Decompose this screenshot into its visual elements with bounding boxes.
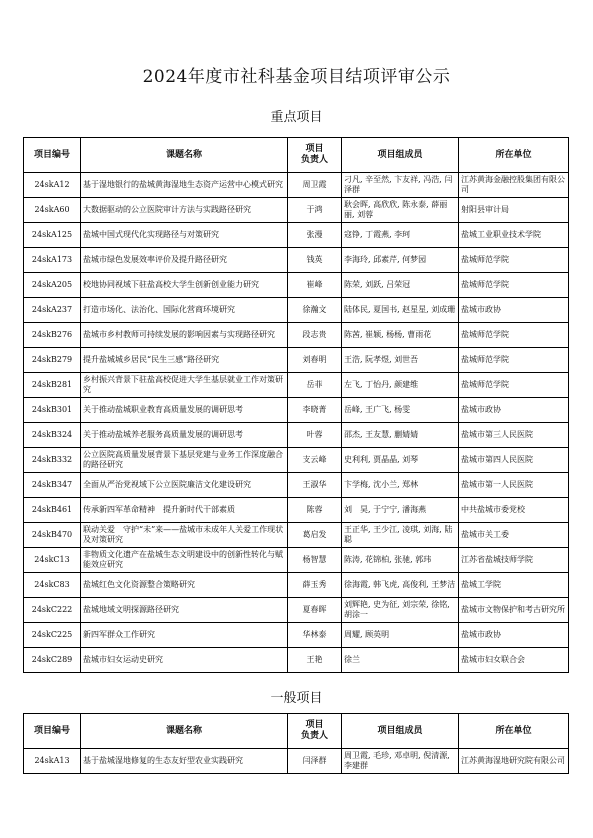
cell-id: 24skA205 — [24, 273, 81, 298]
table-row — [24, 298, 569, 323]
cell-leader: 岳菲 — [288, 373, 342, 398]
cell-id: 24skB276 — [24, 323, 81, 348]
cell-title: 关于推动盐城职业教育高质量发展的调研思考 — [81, 398, 288, 423]
cell-members: 岳峰, 王广飞, 杨雯 — [342, 398, 459, 423]
cell-unit: 盐城师范学院 — [459, 348, 569, 373]
cell-leader: 华林泰 — [288, 623, 342, 648]
table-row — [24, 223, 569, 248]
table-row — [24, 273, 569, 298]
cell-id: 24skB470 — [24, 523, 81, 548]
table-row — [24, 648, 569, 673]
cell-title: 盐城红色文化资源整合策略研究 — [81, 573, 288, 598]
cell-members: 徐海霞, 韩飞虎, 高俊利, 王梦洁 — [342, 573, 459, 598]
header-title: 课题名称 — [81, 714, 288, 749]
cell-id: 24skA237 — [24, 298, 81, 323]
cell-title: 盐城地域文明探源路径研究 — [81, 598, 288, 623]
cell-unit: 盐城市关工委 — [459, 523, 569, 548]
table-row — [24, 523, 569, 548]
cell-id: 24skA60 — [24, 198, 81, 223]
section-title-key-projects: 重点项目 — [270, 110, 323, 125]
cell-members: 卞学梅, 沈小兰, 郑林 — [342, 473, 459, 498]
cell-id: 24skC222 — [24, 598, 81, 623]
page-title: 2024年度市社科基金项目结项评审公示 — [142, 67, 451, 87]
cell-unit: 盐城师范学院 — [459, 323, 569, 348]
cell-members: 陈茜, 崔颖, 杨杨, 曹雨花 — [342, 323, 459, 348]
table-row — [24, 623, 569, 648]
cell-title: 公立医院高质量发展背景下基层党建与业务工作深度融合的路径研究 — [81, 448, 288, 473]
cell-title: 全面从严治党视域下公立医院廉洁文化建设研究 — [81, 473, 288, 498]
header-members: 项目组成员 — [342, 714, 459, 749]
header-leader — [288, 138, 342, 173]
cell-unit: 中共盐城市委党校 — [459, 498, 569, 523]
header-leader-line2: 负责人 — [300, 155, 328, 165]
cell-id: 24skB461 — [24, 498, 81, 523]
cell-leader: 钱英 — [288, 248, 342, 273]
cell-id: 24skB347 — [24, 473, 81, 498]
cell-members: 陈荣, 刘跃, 吕荣冠 — [342, 273, 459, 298]
table-header-row — [24, 138, 569, 173]
cell-title: 乡村振兴背景下驻盐高校促进大学生基层就业工作对策研究 — [81, 373, 288, 398]
cell-members: 王正华, 王少江, 凌琪, 刘海, 陆聪 — [342, 523, 459, 548]
cell-unit: 盐城工业职业技术学院 — [459, 223, 569, 248]
cell-unit: 盐城市文物保护和考古研究所 — [459, 598, 569, 623]
cell-leader: 刘春明 — [288, 348, 342, 373]
cell-unit: 盐城师范学院 — [459, 248, 569, 273]
cell-title: 盐城中国式现代化实现路径与对策研究 — [81, 223, 288, 248]
cell-members: 史利利, 贾晶晶, 刘琴 — [342, 448, 459, 473]
cell-id: 24skB332 — [24, 448, 81, 473]
general-projects-body — [24, 749, 569, 774]
cell-id: 24skC13 — [24, 548, 81, 573]
cell-title: 盐城市妇女运动史研究 — [81, 648, 288, 673]
cell-unit: 盐城工学院 — [459, 573, 569, 598]
cell-members: 陆体民, 夏国书, 赵星星, 刘成珊 — [342, 298, 459, 323]
cell-leader: 葛启发 — [288, 523, 342, 548]
table-row — [24, 373, 569, 398]
cell-unit: 盐城市第四人民医院 — [459, 448, 569, 473]
cell-members: 刁凡, 辛至然, 卞友祥, 冯浩, 闫泽群 — [342, 173, 459, 198]
cell-title: 盐城市绿色发展效率评价及提升路径研究 — [81, 248, 288, 273]
cell-leader: 周卫霞 — [288, 173, 342, 198]
cell-unit: 盐城师范学院 — [459, 273, 569, 298]
key-projects-table — [23, 137, 569, 673]
cell-members: 周耀, 顾英明 — [342, 623, 459, 648]
cell-id: 24skB281 — [24, 373, 81, 398]
general-projects-table — [23, 713, 569, 774]
cell-leader: 段志贵 — [288, 323, 342, 348]
cell-title: 非物质文化遗产在盐城生态文明建设中的创新性转化与赋能效应研究 — [81, 548, 288, 573]
cell-title: 基于湿地银行的盐城黄海湿地生态资产运营中心模式研究 — [81, 173, 288, 198]
table-row — [24, 448, 569, 473]
cell-id: 24skA12 — [24, 173, 81, 198]
cell-members: 邵杰, 王友慧, 蒯婧婧 — [342, 423, 459, 448]
cell-unit: 盐城师范学院 — [459, 373, 569, 398]
cell-leader: 闫泽群 — [288, 749, 342, 774]
cell-title: 大数据驱动的公立医院审计方法与实践路径研究 — [81, 198, 288, 223]
cell-id: 24skA13 — [24, 749, 81, 774]
cell-id: 24skB324 — [24, 423, 81, 448]
table-row — [24, 398, 569, 423]
header-id: 项目编号 — [24, 138, 81, 173]
cell-leader: 支云峰 — [288, 448, 342, 473]
cell-title: 关于推动盐城养老服务高质量发展的调研思考 — [81, 423, 288, 448]
cell-title: 校地协同视域下驻盐高校大学生创新创业能力研究 — [81, 273, 288, 298]
cell-id: 24skC83 — [24, 573, 81, 598]
cell-leader: 夏春晖 — [288, 598, 342, 623]
cell-unit: 江苏省盐城技师学院 — [459, 548, 569, 573]
cell-leader: 陈蓉 — [288, 498, 342, 523]
cell-leader: 于鸿 — [288, 198, 342, 223]
cell-members: 左飞, 丁怡丹, 颜建维 — [342, 373, 459, 398]
table-row — [24, 323, 569, 348]
header-leader-line1: 项目 — [305, 720, 324, 730]
cell-id: 24skB301 — [24, 398, 81, 423]
header-id: 项目编号 — [24, 714, 81, 749]
header-leader — [288, 714, 342, 749]
cell-title: 盐城市乡村教师可持续发展的影响因素与实现路径研究 — [81, 323, 288, 348]
key-projects-body — [24, 173, 569, 673]
cell-leader: 李晓菁 — [288, 398, 342, 423]
header-leader-line1: 项目 — [305, 144, 324, 154]
cell-unit: 盐城市妇女联合会 — [459, 648, 569, 673]
section-title-general-projects: 一般项目 — [270, 691, 323, 706]
cell-members: 刘 昊, 于宁宁, 潘海燕 — [342, 498, 459, 523]
cell-title: 打造市场化、法治化、国际化营商环境研究 — [81, 298, 288, 323]
cell-leader: 徐瀚文 — [288, 298, 342, 323]
header-members: 项目组成员 — [342, 138, 459, 173]
table-row — [24, 173, 569, 198]
cell-id: 24skB279 — [24, 348, 81, 373]
cell-leader: 王艳 — [288, 648, 342, 673]
cell-members: 徐兰 — [342, 648, 459, 673]
cell-unit: 盐城市第一人民医院 — [459, 473, 569, 498]
table-row — [24, 473, 569, 498]
cell-leader: 杨智慧 — [288, 548, 342, 573]
table-row — [24, 348, 569, 373]
cell-id: 24skC289 — [24, 648, 81, 673]
header-leader-line2: 负责人 — [300, 731, 328, 741]
cell-leader: 崔峰 — [288, 273, 342, 298]
cell-members: 陈涛, 花锦柏, 张驰, 郭玮 — [342, 548, 459, 573]
cell-members: 耿会晖, 高欣欣, 陈永泰, 薛丽丽, 刘蓉 — [342, 198, 459, 223]
table-row — [24, 198, 569, 223]
cell-unit: 江苏黄海湿地研究院有限公司 — [459, 749, 569, 774]
cell-unit: 盐城市第三人民医院 — [459, 423, 569, 448]
cell-leader: 张漫 — [288, 223, 342, 248]
table-row — [24, 248, 569, 273]
cell-unit: 盐城市政协 — [459, 298, 569, 323]
cell-id: 24skC225 — [24, 623, 81, 648]
header-unit: 所在单位 — [459, 714, 569, 749]
cell-leader: 薛玉秀 — [288, 573, 342, 598]
cell-id: 24skA125 — [24, 223, 81, 248]
header-title: 课题名称 — [81, 138, 288, 173]
cell-leader: 叶蓉 — [288, 423, 342, 448]
cell-unit: 盐城市政协 — [459, 398, 569, 423]
cell-title: 联动关爱 守护“未”来——盐城市未成年人关爱工作现状及对策研究 — [81, 523, 288, 548]
cell-members: 王浩, 阮孝煜, 刘世吾 — [342, 348, 459, 373]
table-row — [24, 423, 569, 448]
cell-leader: 王淑华 — [288, 473, 342, 498]
cell-title: 基于盐城湿地修复的生态友好型农业实践研究 — [81, 749, 288, 774]
cell-members: 李海玲, 邱素芹, 何梦园 — [342, 248, 459, 273]
cell-unit: 江苏黄海金融控股集团有限公司 — [459, 173, 569, 198]
table-row — [24, 573, 569, 598]
cell-id: 24skA173 — [24, 248, 81, 273]
cell-members: 寇铮, 丁霞燕, 李珂 — [342, 223, 459, 248]
table-header-row — [24, 714, 569, 749]
table-row — [24, 598, 569, 623]
header-unit: 所在单位 — [459, 138, 569, 173]
table-row — [24, 498, 569, 523]
table-row — [24, 548, 569, 573]
cell-members: 刘辉艳, 史为征, 刘宗荣, 徐铭, 胡涂一 — [342, 598, 459, 623]
cell-members: 周卫霞, 毛珍, 邓卓明, 倪清源, 李建群 — [342, 749, 459, 774]
cell-unit: 盐城市政协 — [459, 623, 569, 648]
table-row — [24, 749, 569, 774]
cell-unit: 射阳县审计局 — [459, 198, 569, 223]
cell-title: 传承新四军革命精神 提升新时代干部素质 — [81, 498, 288, 523]
cell-title: 提升盐城城乡居民“民生三感”路径研究 — [81, 348, 288, 373]
cell-title: 新四军群众工作研究 — [81, 623, 288, 648]
